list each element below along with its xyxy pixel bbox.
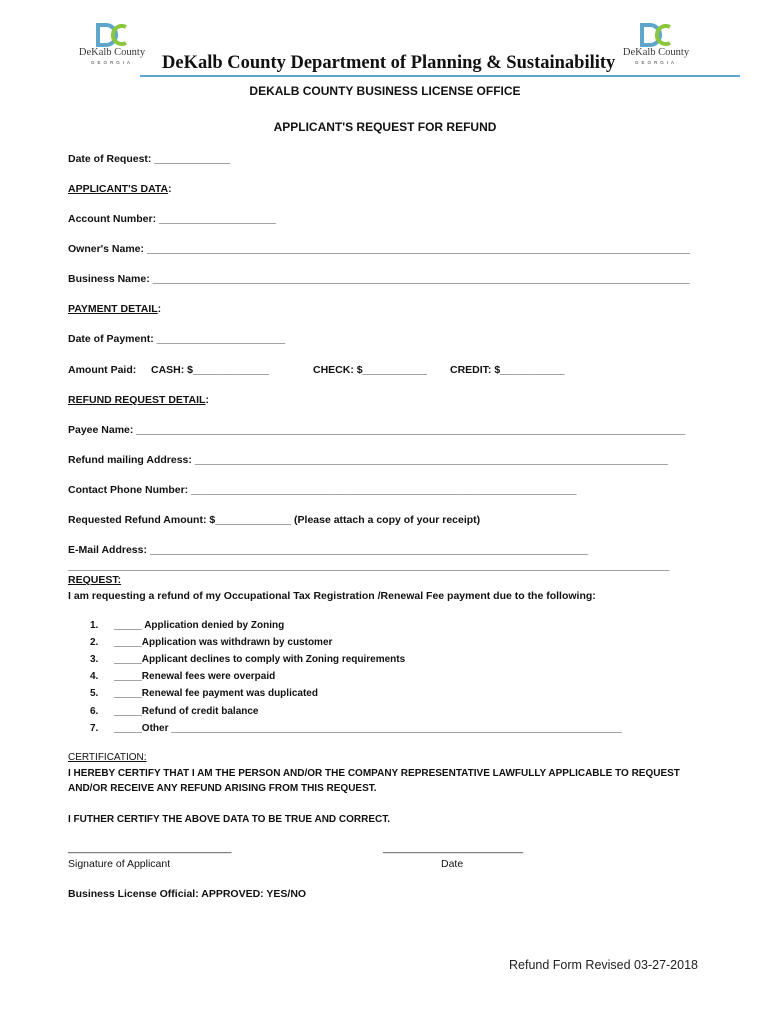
dekalb-logo-left xyxy=(72,23,152,69)
reason-number: 7. xyxy=(90,723,99,734)
refund-address-field[interactable]: Refund mailing Address: _________________________________________________________________________________ xyxy=(68,454,668,466)
reason-denied-zoning[interactable]: _____ Application denied by Zoning xyxy=(114,620,285,631)
reason-number: 1. xyxy=(90,620,99,631)
logo-name: DeKalb County xyxy=(622,47,690,58)
cash-field[interactable]: CASH: $_____________ xyxy=(151,364,269,376)
account-number-field[interactable]: Account Number: ____________________ xyxy=(68,213,276,225)
payment-detail-heading: PAYMENT DETAIL: xyxy=(68,303,162,315)
email-field[interactable]: E-Mail Address: ___________________________________________________________________________ xyxy=(68,544,588,556)
reason-number: 3. xyxy=(90,654,99,665)
request-heading: REQUEST: xyxy=(68,574,122,586)
reason-number: 6. xyxy=(90,706,99,717)
logo-name: DeKalb County xyxy=(78,47,146,58)
contact-phone-field[interactable]: Contact Phone Number: __________________________________________________________________ xyxy=(68,484,577,496)
refund-request-heading: REFUND REQUEST DETAIL: xyxy=(68,394,209,406)
signature-label: Signature of Applicant xyxy=(68,858,171,870)
department-title: DeKalb County Department of Planning & Sustainability xyxy=(162,53,616,73)
amount-paid-label: Amount Paid: xyxy=(68,364,137,376)
date-line[interactable]: ________________________ xyxy=(383,842,524,854)
reason-declines-zoning[interactable]: _____Applicant declines to comply with Zoning requirements xyxy=(114,654,406,665)
reason-number: 2. xyxy=(90,637,99,648)
owner-name-field[interactable]: Owner's Name: _____________________________________________________________________________________________ xyxy=(68,243,691,255)
requested-amount-field[interactable]: Requested Refund Amount: $_____________ (Please attach a copy of your receipt) xyxy=(68,514,481,526)
logo-sub: GEORGIA xyxy=(90,60,133,65)
reason-credit-balance[interactable]: _____Refund of credit balance xyxy=(114,706,259,717)
reason-withdrawn[interactable]: _____Application was withdrawn by customer xyxy=(114,637,333,648)
reason-number: 5. xyxy=(90,688,99,699)
header-divider xyxy=(140,75,740,77)
logo-sub: GEORGIA xyxy=(634,60,677,65)
official-approval: Business License Official: APPROVED: YES/NO xyxy=(68,888,307,900)
office-heading: DEKALB COUNTY BUSINESS LICENSE OFFICE xyxy=(249,84,521,98)
date-of-request-field[interactable]: Date of Request: _____________ xyxy=(68,153,231,165)
date-label: Date xyxy=(441,858,464,870)
reason-overpaid[interactable]: _____Renewal fees were overpaid xyxy=(114,671,276,682)
reason-other[interactable]: _____Other _________________________________________________________________________________ xyxy=(114,723,622,734)
signature-line[interactable]: ____________________________ xyxy=(68,842,232,854)
certification-text-2: AND/OR RECEIVE ANY REFUND ARISING FROM THIS REQUEST. xyxy=(68,783,377,794)
revision-note: Refund Form Revised 03-27-2018 xyxy=(509,958,698,972)
extra-line: _______________________________________________________________________________________________________ xyxy=(68,560,670,572)
date-of-payment-field[interactable]: Date of Payment: ______________________ xyxy=(68,333,286,345)
check-field[interactable]: CHECK: $___________ xyxy=(313,364,427,376)
certification-text-1: I HEREBY CERTIFY THAT I AM THE PERSON AND/OR THE COMPANY REPRESENTATIVE LAWFULLY APPLICABLE TO REQUEST xyxy=(68,768,680,779)
applicant-data-heading: APPLICANT'S DATA: xyxy=(68,183,172,195)
certification-text-3: I FUTHER CERTIFY THE ABOVE DATA TO BE TRUE AND CORRECT. xyxy=(68,814,391,825)
form-title: APPLICANT'S REQUEST FOR REFUND xyxy=(273,120,497,134)
business-name-field[interactable]: Business Name: ____________________________________________________________________________________________ xyxy=(68,273,690,285)
payee-name-field[interactable]: Payee Name: ______________________________________________________________________________________________ xyxy=(68,424,686,436)
certification-heading: CERTIFICATION: xyxy=(68,752,147,763)
dekalb-logo-right xyxy=(616,23,696,69)
dekalb-dc-mark-icon xyxy=(94,23,130,47)
reason-duplicated[interactable]: _____Renewal fee payment was duplicated xyxy=(114,688,318,699)
credit-field[interactable]: CREDIT: $___________ xyxy=(450,364,565,376)
request-text: I am requesting a refund of my Occupational Tax Registration /Renewal Fee payment due to the following: xyxy=(68,590,596,602)
reason-number: 4. xyxy=(90,671,99,682)
dekalb-dc-mark-icon xyxy=(638,23,674,47)
